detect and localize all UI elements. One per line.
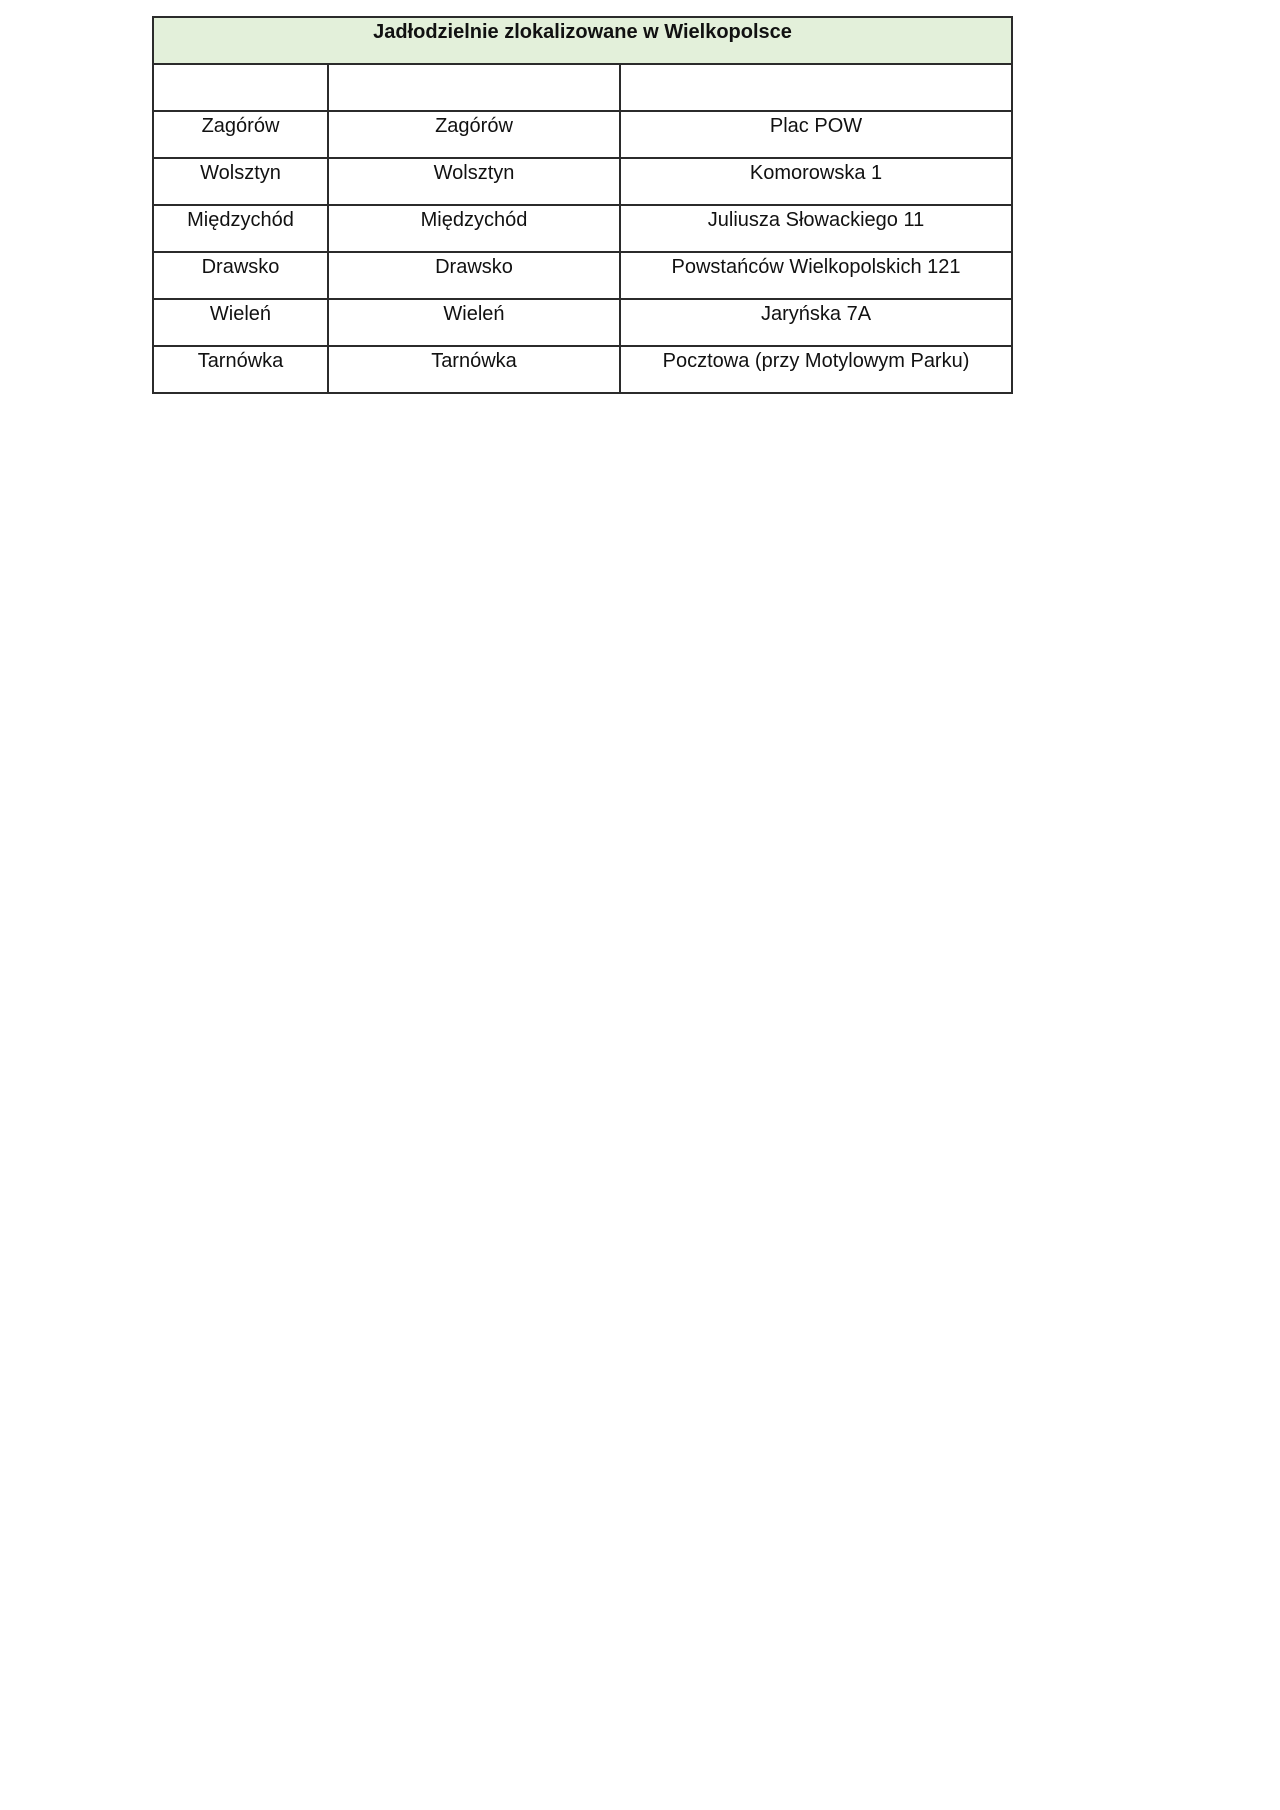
table-cell-locality: Międzychód [328,205,620,252]
table-cell-locality: Zagórów [328,111,620,158]
table-title-row [153,17,1012,64]
table-header-row [153,64,1012,111]
table-title-cell [153,17,1012,64]
table-cell-municipality: Międzychód [153,205,328,252]
table-cell-address: Komorowska 1 [620,158,1012,205]
table-header-cell [328,64,620,111]
table-cell-municipality: Wolsztyn [153,158,328,205]
table-cell-address: Juliusza Słowackiego 11 [620,205,1012,252]
food-sharing-locations-table [152,16,1013,394]
table-header-cell [620,64,1012,111]
table-row [153,299,1012,346]
table-header-cell [153,64,328,111]
table-cell-municipality: Zagórów [153,111,328,158]
table-cell-address: Plac POW [620,111,1012,158]
table-row [153,205,1012,252]
table-row [153,111,1012,158]
table-cell-address: Jaryńska 7A [620,299,1012,346]
table-cell-address: Pocztowa (przy Motylowym Parku) [620,346,1012,393]
table-cell-locality: Tarnówka [328,346,620,393]
table-cell-municipality: Wieleń [153,299,328,346]
table-row [153,252,1012,299]
table-cell-locality: Wolsztyn [328,158,620,205]
table-row [153,346,1012,393]
table-cell-municipality: Tarnówka [153,346,328,393]
table-cell-municipality: Drawsko [153,252,328,299]
table-title: Jadłodzielnie zlokalizowane w Wielkopolsce [373,21,792,43]
table-row [153,158,1012,205]
table-cell-locality: Drawsko [328,252,620,299]
table-cell-address: Powstańców Wielkopolskich 121 [620,252,1012,299]
table-cell-locality: Wieleń [328,299,620,346]
